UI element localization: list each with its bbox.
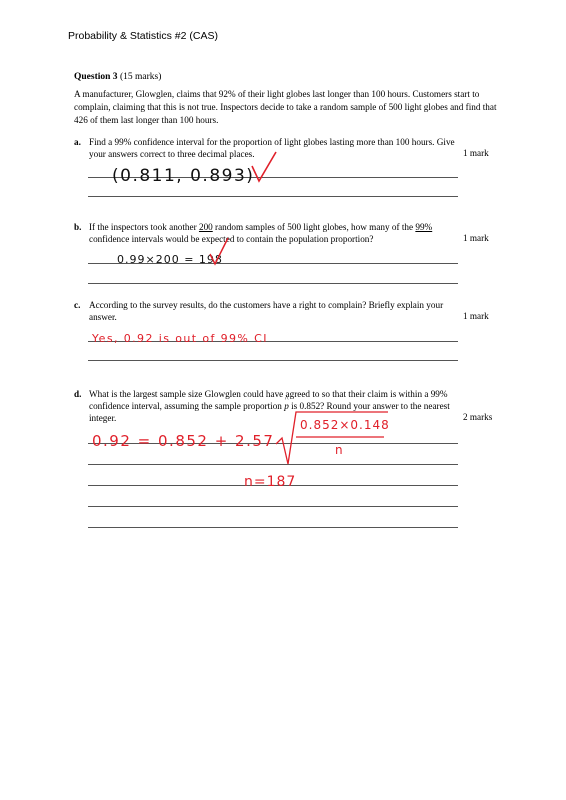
- answer-line: [88, 464, 458, 465]
- handwritten-equation-left: 0.92 = 0.852 + 2.57: [92, 432, 275, 450]
- handwritten-answer-c: Yes, 0.92 is out of 99% CI: [92, 332, 268, 345]
- page-header: Probability & Statistics #2 (CAS): [68, 30, 218, 42]
- question-intro: A manufacturer, Glowglen, claims that 92% of their light globes last longer than 100 hours. Customers start to complain, claiming that this is not true. Inspectors decide to take a random sample of 500 light globes and find that 426 of them last longer than 100 hours.: [74, 89, 497, 125]
- handwritten-answer-a: (0.811, 0.893): [112, 166, 255, 186]
- answer-line: [88, 177, 458, 178]
- part-b-marks: 1 mark: [463, 233, 489, 243]
- p-hat-symbol: ^ p: [284, 400, 289, 412]
- answer-line: [88, 506, 458, 507]
- handwritten-numerator: 0.852×0.148: [300, 418, 390, 432]
- answer-line: [88, 485, 458, 486]
- handwritten-answer-b: 0.99×200 = 198: [117, 253, 223, 266]
- answer-line: [88, 341, 458, 342]
- part-b-text: If the inspectors took another 200 random samples of 500 light globes, how many of the 99% confidence intervals would be expected to contain the population proportion?: [89, 222, 433, 244]
- answer-line: [88, 527, 458, 528]
- handwritten-denominator: n: [335, 443, 343, 457]
- part-d-marks: 2 marks: [463, 412, 493, 422]
- underlined-99-percent: 99%: [415, 222, 433, 232]
- answer-line: [88, 196, 458, 197]
- handwritten-result: n=187: [244, 474, 297, 490]
- part-c-letter: c.: [74, 300, 81, 310]
- question-marks: (15 marks): [119, 72, 162, 82]
- part-b-letter: b.: [74, 222, 82, 232]
- answer-line: [88, 263, 458, 264]
- answer-line: [88, 443, 458, 444]
- part-d-text: What is the largest sample size Glowglen could have agreed to so that their claim is within a 99% confidence interval, assuming the sample proportion ^ p is 0.852? Round your answer to the nearest integer.: [89, 388, 459, 424]
- question-title: [74, 72, 161, 82]
- underlined-200: 200: [198, 222, 213, 232]
- answer-line: [88, 283, 458, 284]
- part-a-text: Find a 99% confidence interval for the proportion of light globes lasting more than 100 hours. Give your answers correct to three decimal places.: [89, 137, 455, 159]
- part-d-letter: d.: [74, 389, 82, 399]
- question-label: Question 3: [74, 72, 118, 82]
- answer-line: [88, 360, 458, 361]
- part-c-marks: 1 mark: [463, 311, 489, 321]
- part-c-text: According to the survey results, do the customers have a right to complain? Briefly explain your answer.: [89, 300, 444, 322]
- part-a-letter: a.: [74, 137, 81, 147]
- part-a-marks: 1 mark: [463, 148, 489, 158]
